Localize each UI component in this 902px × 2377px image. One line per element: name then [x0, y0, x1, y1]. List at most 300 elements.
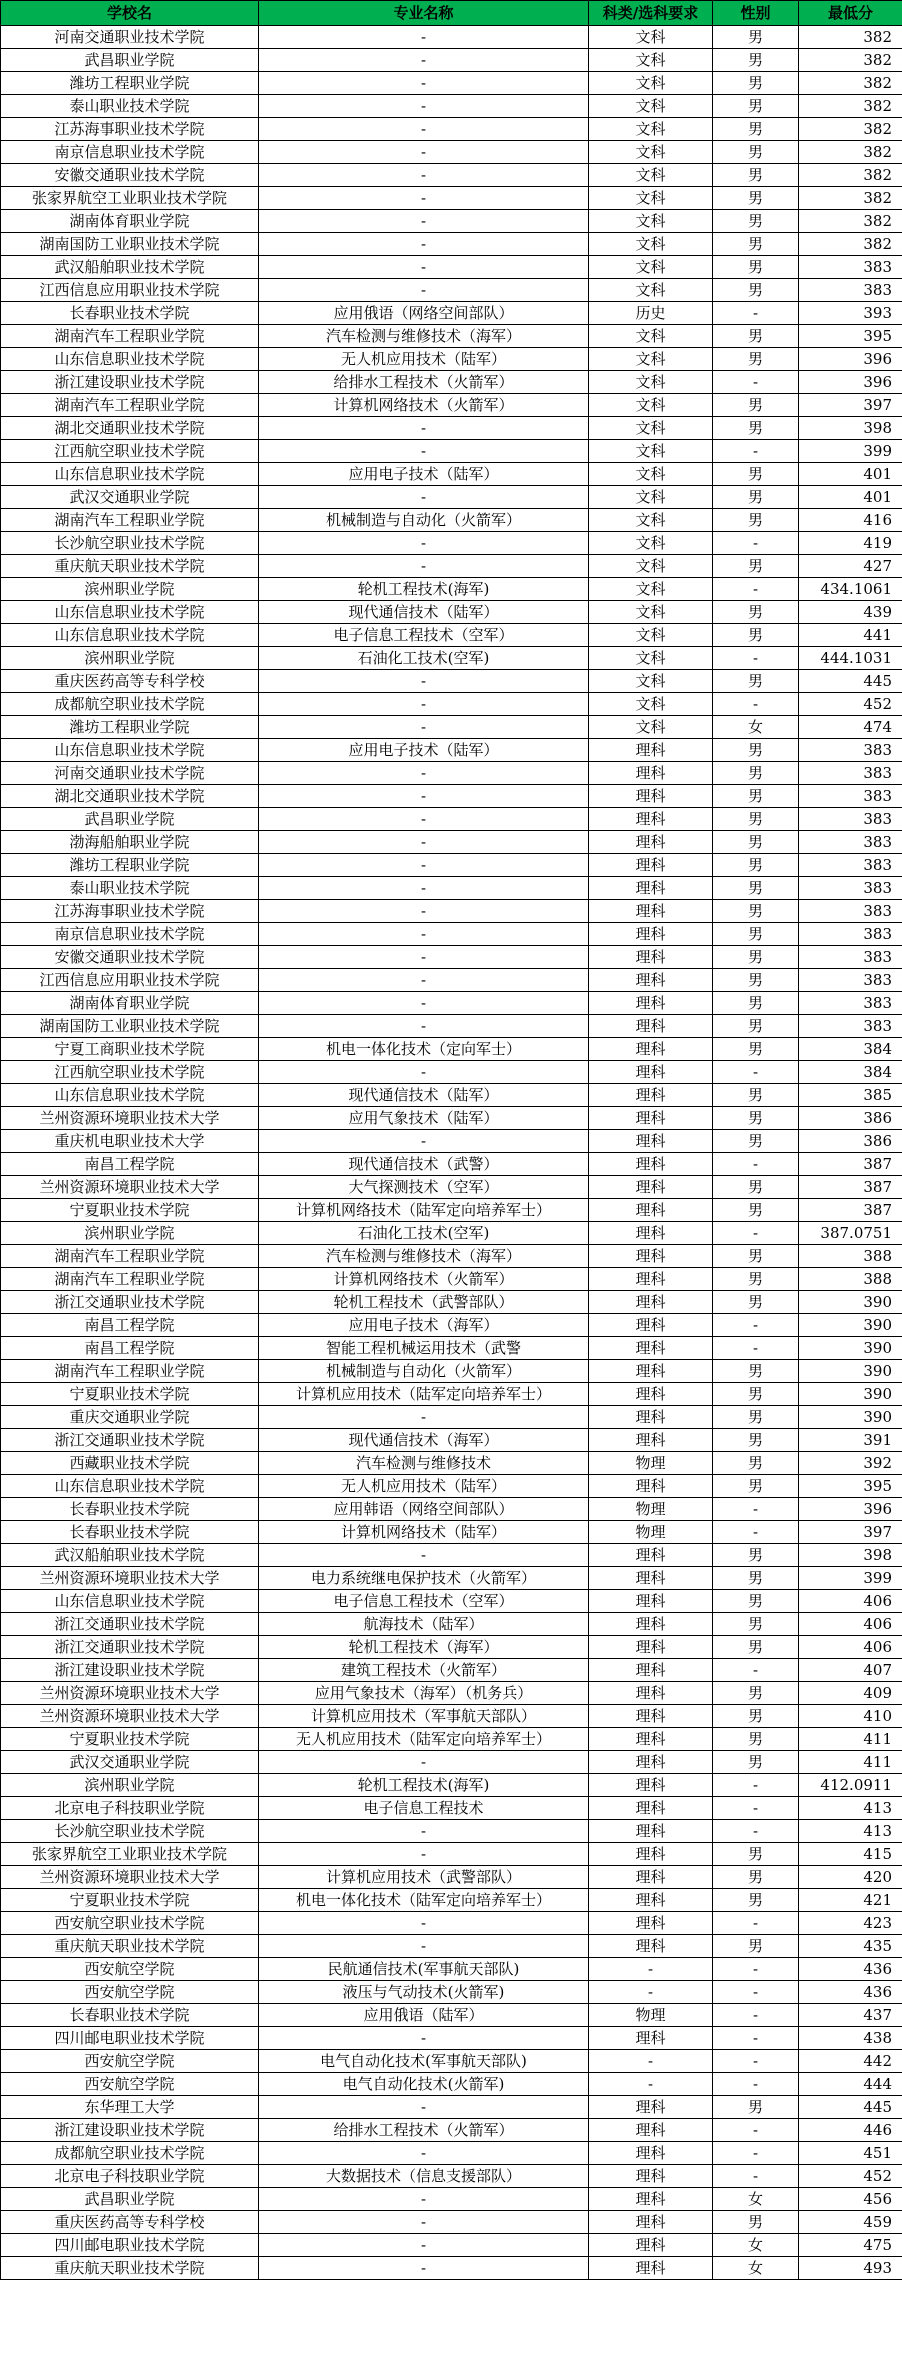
table-row: [1, 2142, 902, 2165]
cell-category: 文科: [589, 279, 713, 302]
cell-category: 理科: [589, 1245, 713, 1268]
cell-gender: 男: [713, 1406, 799, 1429]
table-row: [1, 2234, 902, 2257]
cell-score: 383: [799, 279, 902, 302]
table-row: [1, 1429, 902, 1452]
cell-score: 383: [799, 992, 902, 1015]
table-row: [1, 394, 902, 417]
table-row: [1, 670, 902, 693]
cell-major: -: [259, 762, 589, 785]
table-row: [1, 210, 902, 233]
cell-score: 452: [799, 693, 902, 716]
cell-school: 潍坊工程职业学院: [1, 716, 259, 739]
table-row: [1, 95, 902, 118]
cell-school: 渤海船舶职业学院: [1, 831, 259, 854]
cell-category: 文科: [589, 624, 713, 647]
cell-school: 湖南汽车工程职业学院: [1, 509, 259, 532]
cell-category: 文科: [589, 578, 713, 601]
table-row: [1, 1843, 902, 1866]
cell-major: 轮机工程技术(海军): [259, 1774, 589, 1797]
cell-gender: -: [713, 1337, 799, 1360]
cell-category: 理科: [589, 1015, 713, 1038]
cell-major: -: [259, 831, 589, 854]
table-row: [1, 1015, 902, 1038]
cell-school: 滨州职业学院: [1, 1222, 259, 1245]
cell-score: 435: [799, 1935, 902, 1958]
table-row: [1, 486, 902, 509]
cell-score: 412.0911: [799, 1774, 902, 1797]
cell-major: 石油化工技术(空军): [259, 647, 589, 670]
cell-score: 451: [799, 2142, 902, 2165]
cell-gender: -: [713, 1222, 799, 1245]
cell-score: 390: [799, 1314, 902, 1337]
cell-school: 长春职业技术学院: [1, 1521, 259, 1544]
cell-school: 北京电子科技职业学院: [1, 1797, 259, 1820]
cell-school: 兰州资源环境职业技术大学: [1, 1682, 259, 1705]
cell-category: 文科: [589, 601, 713, 624]
cell-school: 宁夏职业技术学院: [1, 1728, 259, 1751]
cell-category: 理科: [589, 1751, 713, 1774]
cell-score: 387: [799, 1199, 902, 1222]
cell-gender: 男: [713, 923, 799, 946]
cell-school: 四川邮电职业技术学院: [1, 2234, 259, 2257]
table-row: [1, 509, 902, 532]
cell-major: 机电一体化技术（陆军定向培养军士）: [259, 1889, 589, 1912]
cell-score: 383: [799, 1015, 902, 1038]
cell-score: 383: [799, 877, 902, 900]
cell-school: 长春职业技术学院: [1, 2004, 259, 2027]
cell-category: 理科: [589, 1130, 713, 1153]
cell-major: 轮机工程技术(海军): [259, 578, 589, 601]
cell-gender: -: [713, 578, 799, 601]
cell-major: -: [259, 877, 589, 900]
table-row: [1, 601, 902, 624]
cell-category: 理科: [589, 831, 713, 854]
cell-score: 397: [799, 1521, 902, 1544]
cell-school: 西安航空学院: [1, 1958, 259, 1981]
cell-gender: -: [713, 2027, 799, 2050]
cell-gender: -: [713, 1912, 799, 1935]
cell-school: 湖南体育职业学院: [1, 992, 259, 1015]
cell-school: 宁夏职业技术学院: [1, 1889, 259, 1912]
cell-school: 山东信息职业技术学院: [1, 739, 259, 762]
table-row: [1, 187, 902, 210]
cell-category: 理科: [589, 1268, 713, 1291]
cell-category: 理科: [589, 808, 713, 831]
cell-gender: -: [713, 1774, 799, 1797]
cell-major: 应用俄语（网络空间部队）: [259, 302, 589, 325]
cell-score: 383: [799, 256, 902, 279]
cell-gender: 男: [713, 233, 799, 256]
cell-category: 理科: [589, 1107, 713, 1130]
cell-major: -: [259, 1130, 589, 1153]
cell-gender: 男: [713, 831, 799, 854]
cell-major: 计算机应用技术（陆军定向培养军士）: [259, 1383, 589, 1406]
cell-score: 411: [799, 1728, 902, 1751]
cell-score: 382: [799, 141, 902, 164]
cell-gender: 男: [713, 1751, 799, 1774]
cell-gender: -: [713, 1314, 799, 1337]
cell-score: 390: [799, 1383, 902, 1406]
cell-category: 理科: [589, 1153, 713, 1176]
cell-school: 潍坊工程职业学院: [1, 72, 259, 95]
cell-gender: 男: [713, 670, 799, 693]
cell-category: 理科: [589, 1659, 713, 1682]
cell-major: 机电一体化技术（定向军士）: [259, 1038, 589, 1061]
cell-gender: 男: [713, 1360, 799, 1383]
cell-school: 长沙航空职业技术学院: [1, 532, 259, 555]
cell-score: 406: [799, 1590, 902, 1613]
cell-gender: 男: [713, 900, 799, 923]
table-row: [1, 164, 902, 187]
cell-category: 文科: [589, 233, 713, 256]
cell-score: 382: [799, 26, 902, 49]
table-row: [1, 279, 902, 302]
cell-school: 东华理工大学: [1, 2096, 259, 2119]
table-row: [1, 1866, 902, 1889]
cell-school: 西藏职业技术学院: [1, 1452, 259, 1475]
cell-major: 计算机应用技术（武警部队）: [259, 1866, 589, 1889]
cell-score: 438: [799, 2027, 902, 2050]
table-row: [1, 2257, 902, 2280]
table-row: [1, 2027, 902, 2050]
cell-major: 汽车检测与维修技术: [259, 1452, 589, 1475]
cell-major: -: [259, 693, 589, 716]
table-row: [1, 440, 902, 463]
cell-category: 文科: [589, 555, 713, 578]
cell-major: -: [259, 1751, 589, 1774]
cell-major: 计算机网络技术（火箭军）: [259, 1268, 589, 1291]
cell-major: -: [259, 233, 589, 256]
table-row: [1, 1153, 902, 1176]
cell-major: -: [259, 1544, 589, 1567]
cell-major: 应用气象技术（陆军）: [259, 1107, 589, 1130]
cell-gender: 男: [713, 1084, 799, 1107]
cell-category: 理科: [589, 1682, 713, 1705]
cell-category: 理科: [589, 2257, 713, 2280]
cell-category: -: [589, 1981, 713, 2004]
cell-gender: 男: [713, 1130, 799, 1153]
cell-category: -: [589, 2050, 713, 2073]
cell-school: 南昌工程学院: [1, 1337, 259, 1360]
cell-school: 重庆医药高等专科学校: [1, 2211, 259, 2234]
table-row: [1, 578, 902, 601]
cell-gender: 男: [713, 325, 799, 348]
cell-school: 浙江交通职业技术学院: [1, 1613, 259, 1636]
cell-category: 文科: [589, 394, 713, 417]
cell-major: -: [259, 417, 589, 440]
cell-major: -: [259, 1820, 589, 1843]
cell-major: 计算机应用技术（军事航天部队）: [259, 1705, 589, 1728]
cell-score: 401: [799, 463, 902, 486]
cell-major: 石油化工技术(空军): [259, 1222, 589, 1245]
cell-score: 395: [799, 1475, 902, 1498]
table-row: [1, 1935, 902, 1958]
cell-major: 轮机工程技术（海军）: [259, 1636, 589, 1659]
cell-category: 理科: [589, 877, 713, 900]
cell-school: 江西信息应用职业技术学院: [1, 279, 259, 302]
cell-gender: -: [713, 2004, 799, 2027]
cell-category: 理科: [589, 854, 713, 877]
cell-major: 建筑工程技术（火箭军）: [259, 1659, 589, 1682]
table-row: [1, 762, 902, 785]
cell-score: 383: [799, 762, 902, 785]
cell-score: 390: [799, 1291, 902, 1314]
cell-gender: 男: [713, 1866, 799, 1889]
cell-major: 现代通信技术（海军）: [259, 1429, 589, 1452]
cell-school: 成都航空职业技术学院: [1, 693, 259, 716]
cell-score: 390: [799, 1406, 902, 1429]
cell-major: 应用电子技术（陆军）: [259, 739, 589, 762]
cell-category: 文科: [589, 72, 713, 95]
cell-school: 武汉交通职业学院: [1, 486, 259, 509]
cell-school: 湖南汽车工程职业学院: [1, 1268, 259, 1291]
cell-school: 重庆医药高等专科学校: [1, 670, 259, 693]
cell-score: 420: [799, 1866, 902, 1889]
cell-school: 潍坊工程职业学院: [1, 854, 259, 877]
cell-score: 390: [799, 1360, 902, 1383]
table-row: [1, 2119, 902, 2142]
cell-score: 382: [799, 210, 902, 233]
cell-category: 文科: [589, 164, 713, 187]
cell-score: 382: [799, 164, 902, 187]
cell-major: -: [259, 1061, 589, 1084]
cell-score: 445: [799, 670, 902, 693]
cell-school: 河南交通职业技术学院: [1, 26, 259, 49]
cell-school: 湖南汽车工程职业学院: [1, 1360, 259, 1383]
cell-major: 液压与气动技术(火箭军): [259, 1981, 589, 2004]
cell-school: 山东信息职业技术学院: [1, 1475, 259, 1498]
table-row: [1, 1958, 902, 1981]
cell-school: 江西信息应用职业技术学院: [1, 969, 259, 992]
table-row: [1, 555, 902, 578]
cell-category: 理科: [589, 2142, 713, 2165]
cell-gender: 男: [713, 601, 799, 624]
cell-school: 泰山职业技术学院: [1, 877, 259, 900]
table-row: [1, 992, 902, 1015]
cell-category: 理科: [589, 1429, 713, 1452]
cell-score: 382: [799, 118, 902, 141]
cell-school: 武昌职业学院: [1, 49, 259, 72]
cell-major: 机械制造与自动化（火箭军）: [259, 509, 589, 532]
cell-major: -: [259, 785, 589, 808]
cell-category: 理科: [589, 762, 713, 785]
cell-score: 445: [799, 2096, 902, 2119]
cell-category: 理科: [589, 1176, 713, 1199]
cell-major: -: [259, 1843, 589, 1866]
cell-gender: 女: [713, 2188, 799, 2211]
cell-gender: 男: [713, 509, 799, 532]
cell-school: 南京信息职业技术学院: [1, 923, 259, 946]
cell-gender: -: [713, 440, 799, 463]
table-row: [1, 118, 902, 141]
cell-gender: 男: [713, 210, 799, 233]
cell-gender: 男: [713, 348, 799, 371]
cell-category: 文科: [589, 26, 713, 49]
cell-category: 理科: [589, 1406, 713, 1429]
header-gender: 性别: [713, 1, 799, 26]
cell-score: 436: [799, 1958, 902, 1981]
cell-score: 434.1061: [799, 578, 902, 601]
table-row: [1, 647, 902, 670]
table-row: [1, 2188, 902, 2211]
cell-category: 理科: [589, 1820, 713, 1843]
cell-gender: 男: [713, 946, 799, 969]
cell-category: 理科: [589, 2119, 713, 2142]
header-category: 科类/选科要求: [589, 1, 713, 26]
cell-major: -: [259, 532, 589, 555]
cell-school: 山东信息职业技术学院: [1, 601, 259, 624]
cell-school: 南昌工程学院: [1, 1153, 259, 1176]
cell-school: 重庆航天职业技术学院: [1, 2257, 259, 2280]
cell-school: 西安航空学院: [1, 2050, 259, 2073]
cell-major: -: [259, 2142, 589, 2165]
table-row: [1, 1682, 902, 1705]
table-row: [1, 1130, 902, 1153]
cell-school: 湖北交通职业技术学院: [1, 417, 259, 440]
cell-category: 文科: [589, 371, 713, 394]
cell-gender: 女: [713, 2234, 799, 2257]
cell-major: -: [259, 555, 589, 578]
cell-score: 406: [799, 1636, 902, 1659]
cell-gender: 男: [713, 1567, 799, 1590]
cell-score: 475: [799, 2234, 902, 2257]
table-row: [1, 1107, 902, 1130]
table-row: [1, 1406, 902, 1429]
cell-major: 机械制造与自动化（火箭军）: [259, 1360, 589, 1383]
table-row: [1, 417, 902, 440]
cell-gender: 男: [713, 1544, 799, 1567]
cell-gender: -: [713, 1659, 799, 1682]
cell-major: 应用电子技术（陆军）: [259, 463, 589, 486]
cell-gender: -: [713, 2142, 799, 2165]
cell-category: 文科: [589, 49, 713, 72]
cell-gender: 男: [713, 1613, 799, 1636]
cell-school: 武昌职业学院: [1, 808, 259, 831]
table-row: [1, 2096, 902, 2119]
cell-score: 385: [799, 1084, 902, 1107]
table-row: [1, 1222, 902, 1245]
table-row: [1, 26, 902, 49]
cell-gender: 男: [713, 1452, 799, 1475]
cell-school: 武汉船舶职业技术学院: [1, 1544, 259, 1567]
cell-school: 西安航空职业技术学院: [1, 1912, 259, 1935]
cell-school: 山东信息职业技术学院: [1, 463, 259, 486]
cell-school: 宁夏职业技术学院: [1, 1383, 259, 1406]
cell-major: 电子信息工程技术: [259, 1797, 589, 1820]
cell-score: 398: [799, 1544, 902, 1567]
cell-school: 湖南汽车工程职业学院: [1, 325, 259, 348]
cell-school: 江苏海事职业技术学院: [1, 900, 259, 923]
cell-score: 387: [799, 1176, 902, 1199]
table-row: [1, 1498, 902, 1521]
cell-score: 427: [799, 555, 902, 578]
cell-major: -: [259, 2257, 589, 2280]
cell-category: 理科: [589, 1797, 713, 1820]
cell-school: 张家界航空工业职业技术学院: [1, 187, 259, 210]
cell-school: 湖南体育职业学院: [1, 210, 259, 233]
cell-score: 419: [799, 532, 902, 555]
cell-school: 河南交通职业技术学院: [1, 762, 259, 785]
cell-category: 理科: [589, 1843, 713, 1866]
cell-score: 387: [799, 1153, 902, 1176]
cell-category: 理科: [589, 900, 713, 923]
cell-gender: 男: [713, 1636, 799, 1659]
cell-gender: 男: [713, 739, 799, 762]
cell-major: 无人机应用技术（陆军）: [259, 348, 589, 371]
table-body: [1, 26, 902, 2280]
cell-school: 江西航空职业技术学院: [1, 440, 259, 463]
cell-major: -: [259, 946, 589, 969]
cell-category: 理科: [589, 739, 713, 762]
cell-score: 442: [799, 2050, 902, 2073]
cell-major: 计算机网络技术（陆军定向培养军士）: [259, 1199, 589, 1222]
cell-gender: -: [713, 1820, 799, 1843]
cell-category: 理科: [589, 1314, 713, 1337]
header-row: [1, 1, 902, 26]
cell-school: 重庆航天职业技术学院: [1, 555, 259, 578]
cell-gender: 女: [713, 2257, 799, 2280]
cell-major: 大气探测技术（空军）: [259, 1176, 589, 1199]
cell-gender: -: [713, 302, 799, 325]
cell-major: -: [259, 2188, 589, 2211]
table-row: [1, 1176, 902, 1199]
table-row: [1, 2050, 902, 2073]
table-row: [1, 463, 902, 486]
cell-category: 文科: [589, 532, 713, 555]
cell-score: 444: [799, 2073, 902, 2096]
cell-score: 384: [799, 1038, 902, 1061]
cell-category: 文科: [589, 716, 713, 739]
cell-score: 383: [799, 946, 902, 969]
cell-category: 物理: [589, 1498, 713, 1521]
cell-gender: 男: [713, 187, 799, 210]
cell-category: 理科: [589, 2027, 713, 2050]
table-row: [1, 1245, 902, 1268]
cell-gender: 男: [713, 417, 799, 440]
cell-school: 武汉船舶职业技术学院: [1, 256, 259, 279]
cell-major: -: [259, 992, 589, 1015]
cell-gender: 男: [713, 2096, 799, 2119]
cell-score: 423: [799, 1912, 902, 1935]
table-row: [1, 1659, 902, 1682]
cell-major: -: [259, 72, 589, 95]
cell-score: 392: [799, 1452, 902, 1475]
cell-gender: 男: [713, 1176, 799, 1199]
cell-school: 北京电子科技职业学院: [1, 2165, 259, 2188]
cell-gender: 男: [713, 854, 799, 877]
cell-major: 民航通信技术(军事航天部队): [259, 1958, 589, 1981]
cell-gender: 男: [713, 877, 799, 900]
cell-category: 理科: [589, 1475, 713, 1498]
cell-score: 406: [799, 1613, 902, 1636]
cell-gender: -: [713, 2073, 799, 2096]
cell-score: 382: [799, 72, 902, 95]
cell-score: 459: [799, 2211, 902, 2234]
cell-category: 理科: [589, 1084, 713, 1107]
cell-major: -: [259, 164, 589, 187]
cell-major: 应用俄语（陆军）: [259, 2004, 589, 2027]
cell-gender: 男: [713, 72, 799, 95]
cell-score: 383: [799, 785, 902, 808]
cell-school: 宁夏工商职业技术学院: [1, 1038, 259, 1061]
cell-major: -: [259, 1015, 589, 1038]
cell-major: -: [259, 2096, 589, 2119]
cell-school: 安徽交通职业技术学院: [1, 946, 259, 969]
cell-gender: 男: [713, 624, 799, 647]
cell-score: 456: [799, 2188, 902, 2211]
cell-major: -: [259, 440, 589, 463]
